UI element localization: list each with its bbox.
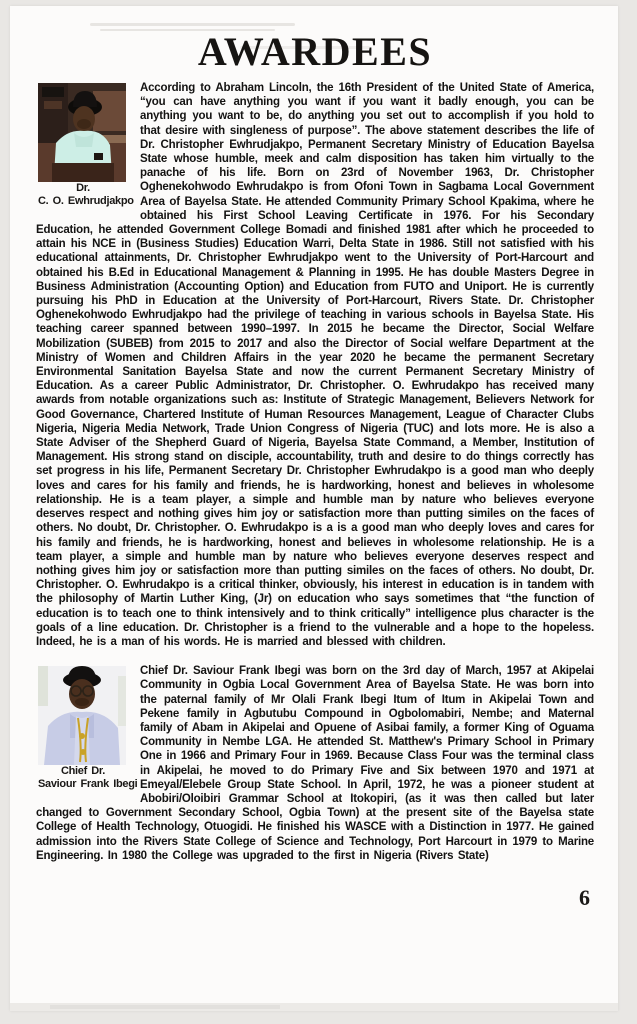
profile-section-ibegi: [36, 664, 594, 863]
profile-section-ewhrudjakpo: [36, 81, 594, 649]
page-content: [36, 6, 594, 911]
profile-text-ewhrudjakpo: According to Abraham Lincoln, the 16th President of the United State of America, “you can have anything you want if you want it badly enough, you can be anything you want to be, do anything you set out to accomplish if you hold to that desire with singleness of purpose”. The above statement describes the life of Dr. Christopher Ewhrudjakpo, Permanent Secretary Ministry of Education Bayelsa State whose humble, meek and calm disposition has taken him virtually to the panache of his life. Born on 23rd of November 1963, Dr. Christopher Oghenekohwodo Ewhrudakpo is from Ofoni Town in Sagbama Local Government Area of Bayelsa State. He attended Community Primary School Kpakima, where he obtained his First School Leaving Certificate in 1976. For his Secondary Education, he attended Government College Bomadi and finished 1981 after which he proceeded to attain his NCE in (Business Studies) Education Warri, Delta State in 1986. Still not satisfied with his educational attainments, Dr. Christopher Ewhrudjakpo went to the University of Port-Harcourt and obtained his B.Ed in Educational Management & Planning in 1995. He has double Masters Degree in Business Administration (Accounting Option) and Education from FUTO and Uniport. He is currently pursuing his PhD in Education at the University of Port-Harcourt, Rivers State. Dr. Christopher Oghenekohwodo Ewhrudjakpo had the privilege of teaching in various schools in Bayelsa State. His teaching career spanned between 1990–1997. In 2015 he became the Director, Social Welfare Mobilization (SUBEB) from 2015 to 2017 and also the Director of Social welfare Department at the Ministry of Women and Children Affairs in the year 2020 he became the permanent Secretary Environmental Sanitation Bayelsa State and now the current Permanent Secretary Ministry of Education. As a career Public Administrator, Dr. Christopher. O. Ewhrudakpo has received many awards from notable organizations such as: Institute of Strategic Management, Believers Network for Good Governance, Chartered Institute of Human Resources Management, League of Character Clubs Nigeria, Nigeria Media Network, Trade Union Congress of Nigeria (TUC) and lots more. He is also a State Adviser of the Shepherd Guard of Nigeria, Bayelsa State Command, a Member, Institution of Management. His strong stand on disciple, accountability, truth and desire to do things correctly has set progress in his life, Permanent Secretary Dr. Christopher Ewhrudakpo is a good man who deeply loves and cares for his family and friends, he is hardworking, honest and believes in wholesome relationship. He is a team player, a simple and humble man by nature who believes everyone deserves respect and nothing gives him joy or satisfaction more than putting similes on the faces of others. No doubt, Dr. Christopher. O. Ewhrudakpo is a is a good man who deeply loves and cares for his family and friends, he is hardworking, honest and believes in wholesome relationship. He is a team player, a simple and humble man by nature who believes everyone deserves respect and nothing gives him joy or satisfaction more than putting similes on the faces of others. No doubt, Dr. Christopher. O. Ewhrudakpo is a critical thinker, obviously, his interest in education is in tandem with the philosophy of Martin Luther King, (Jr) on education who says sometimes that “the function of education is to teach one to think intensively and to think critically” intelligence plus character is the goals of a line education. Dr. Christopher is a friend to the vulnerable and a hope to the hopeless. Indeed, he is a man of his words. He is married and blessed with children.: [36, 82, 594, 648]
scanned-page: [10, 6, 618, 1011]
photo-box-ewhrudjakpo: [38, 83, 134, 207]
profile-text-ibegi: Chief Dr. Saviour Frank Ibegi was born on the 3rd day of March, 1957 at Akipelai Community in Ogbia Local Government Area of Bayelsa State. He was born into the paternal family of Mr Olali Frank Ibegi Itum of Itum in Akipelai Town and Pekene family in Agbutubu Compound in Ogbolomabiri, Nembe; and Maternal family of Abam in Akipelai and Opuene of Asibai family, a former King of Oguama Community in Nembe LGA. He attended St. Matthew's Primary School in Primary One in 1966 and Primary Four in 1969. Because Class Four was the terminal class in Akipelai, he moved to do Primary Five and Six between 1970 and 1971 at Emeyal/Elebele Group State School. In April, 1972, he was a pioneer student at Abobiri/Oloibiri Grammar School at Itokopiri, (as it was then called but later changed to Government Secondary School, Ogbia Town) at the present site of the Bayelsa state College of Health Technology, Otuogidi. He finished his WASCE with a Distinction in 1977. He gained admission into the Rivers State College of Science and Technology, Port Harcourt in 1979 to Marine Engineering. In 1980 the College was upgraded to the first in Nigeria (Rivers State): [36, 665, 594, 862]
page-number: 6: [579, 884, 590, 910]
photo-caption-name: Saviour Frank Ibegi: [38, 777, 138, 790]
photo-box-ibegi: [38, 666, 138, 790]
scan-edge-shadow: [50, 1005, 280, 1009]
portrait-photo-ewhrudjakpo: [38, 83, 126, 182]
photo-caption-name: C. O. Ewhrudjakpo: [38, 194, 134, 207]
page-title: AWARDEES: [197, 29, 433, 74]
portrait-photo-ibegi: [38, 666, 126, 765]
photo-caption-title: Dr.: [76, 182, 90, 194]
photo-caption-title: Chief Dr.: [60, 765, 106, 778]
